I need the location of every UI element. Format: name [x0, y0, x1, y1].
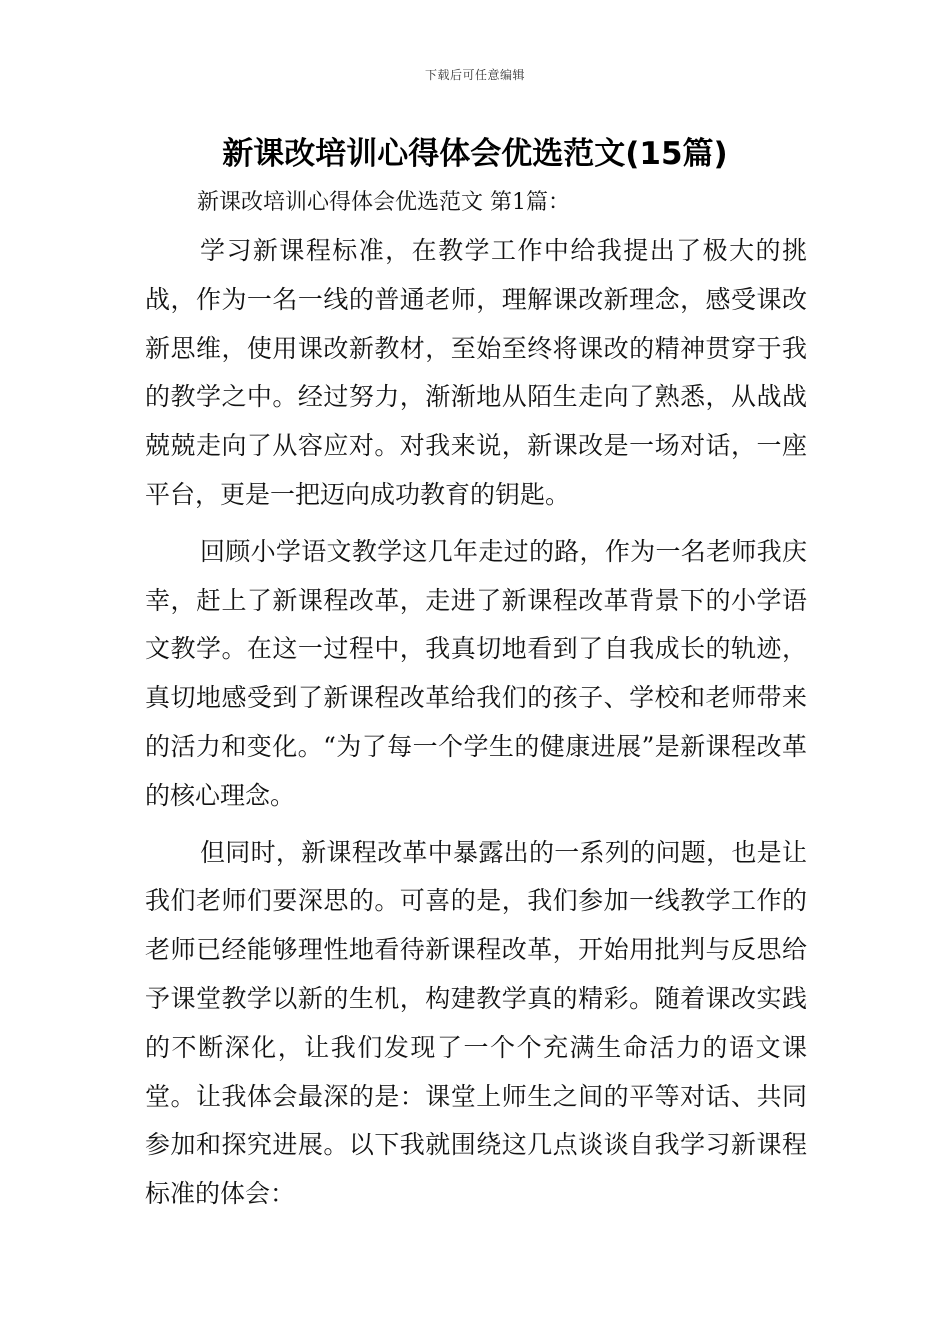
header-note: 下载后可任意编辑 — [424, 68, 525, 82]
section-subheading: 新课改培训心得体会优选范文 第1篇： — [197, 190, 570, 215]
paragraph-1: 学习新课程标准，在教学工作中给我提出了极大的挑战，作为一名一线的普通老师，理解课改新理念，感受课改新思维，使用课改新教材，至始至终将课改的精神贯穿于我的教学之中。经过努力，渐渐地从陌生走向了熟悉，从战战兢兢走向了从容应对。对我来说，新课改是一场对话，一座平台，更是一把迈向成功教育的钥匙。 — [145, 236, 807, 509]
document-title: 新课改培训心得体会优选范文(15篇) — [222, 136, 728, 172]
document-body — [145, 227, 807, 1219]
paragraph-3: 但同时，新课程改革中暴露出的一系列的问题，也是让我们老师们要深思的。可喜的是，我们参加一线教学工作的老师已经能够理性地看待新课程改革，开始用批判与反思给予课堂教学以新的生机，构建教学真的精彩。随着课改实践的不断深化，让我们发现了一个个充满生命活力的语文课堂。让我体会最深的是：课堂上师生之间的平等对话、共同参加和探究进展。以下我就围绕这几点谈谈自我学习新课程标准的体会： — [145, 837, 807, 1209]
paragraph-2: 回顾小学语文教学这几年走过的路，作为一名老师我庆幸，赶上了新课程改革，走进了新课程改革背景下的小学语文教学。在这一过程中，我真切地看到了自我成长的轨迹，真切地感受到了新课程改革给我们的孩子、学校和老师带来的活力和变化。“为了每一个学生的健康进展”是新课程改革的核心理念。 — [145, 536, 807, 810]
